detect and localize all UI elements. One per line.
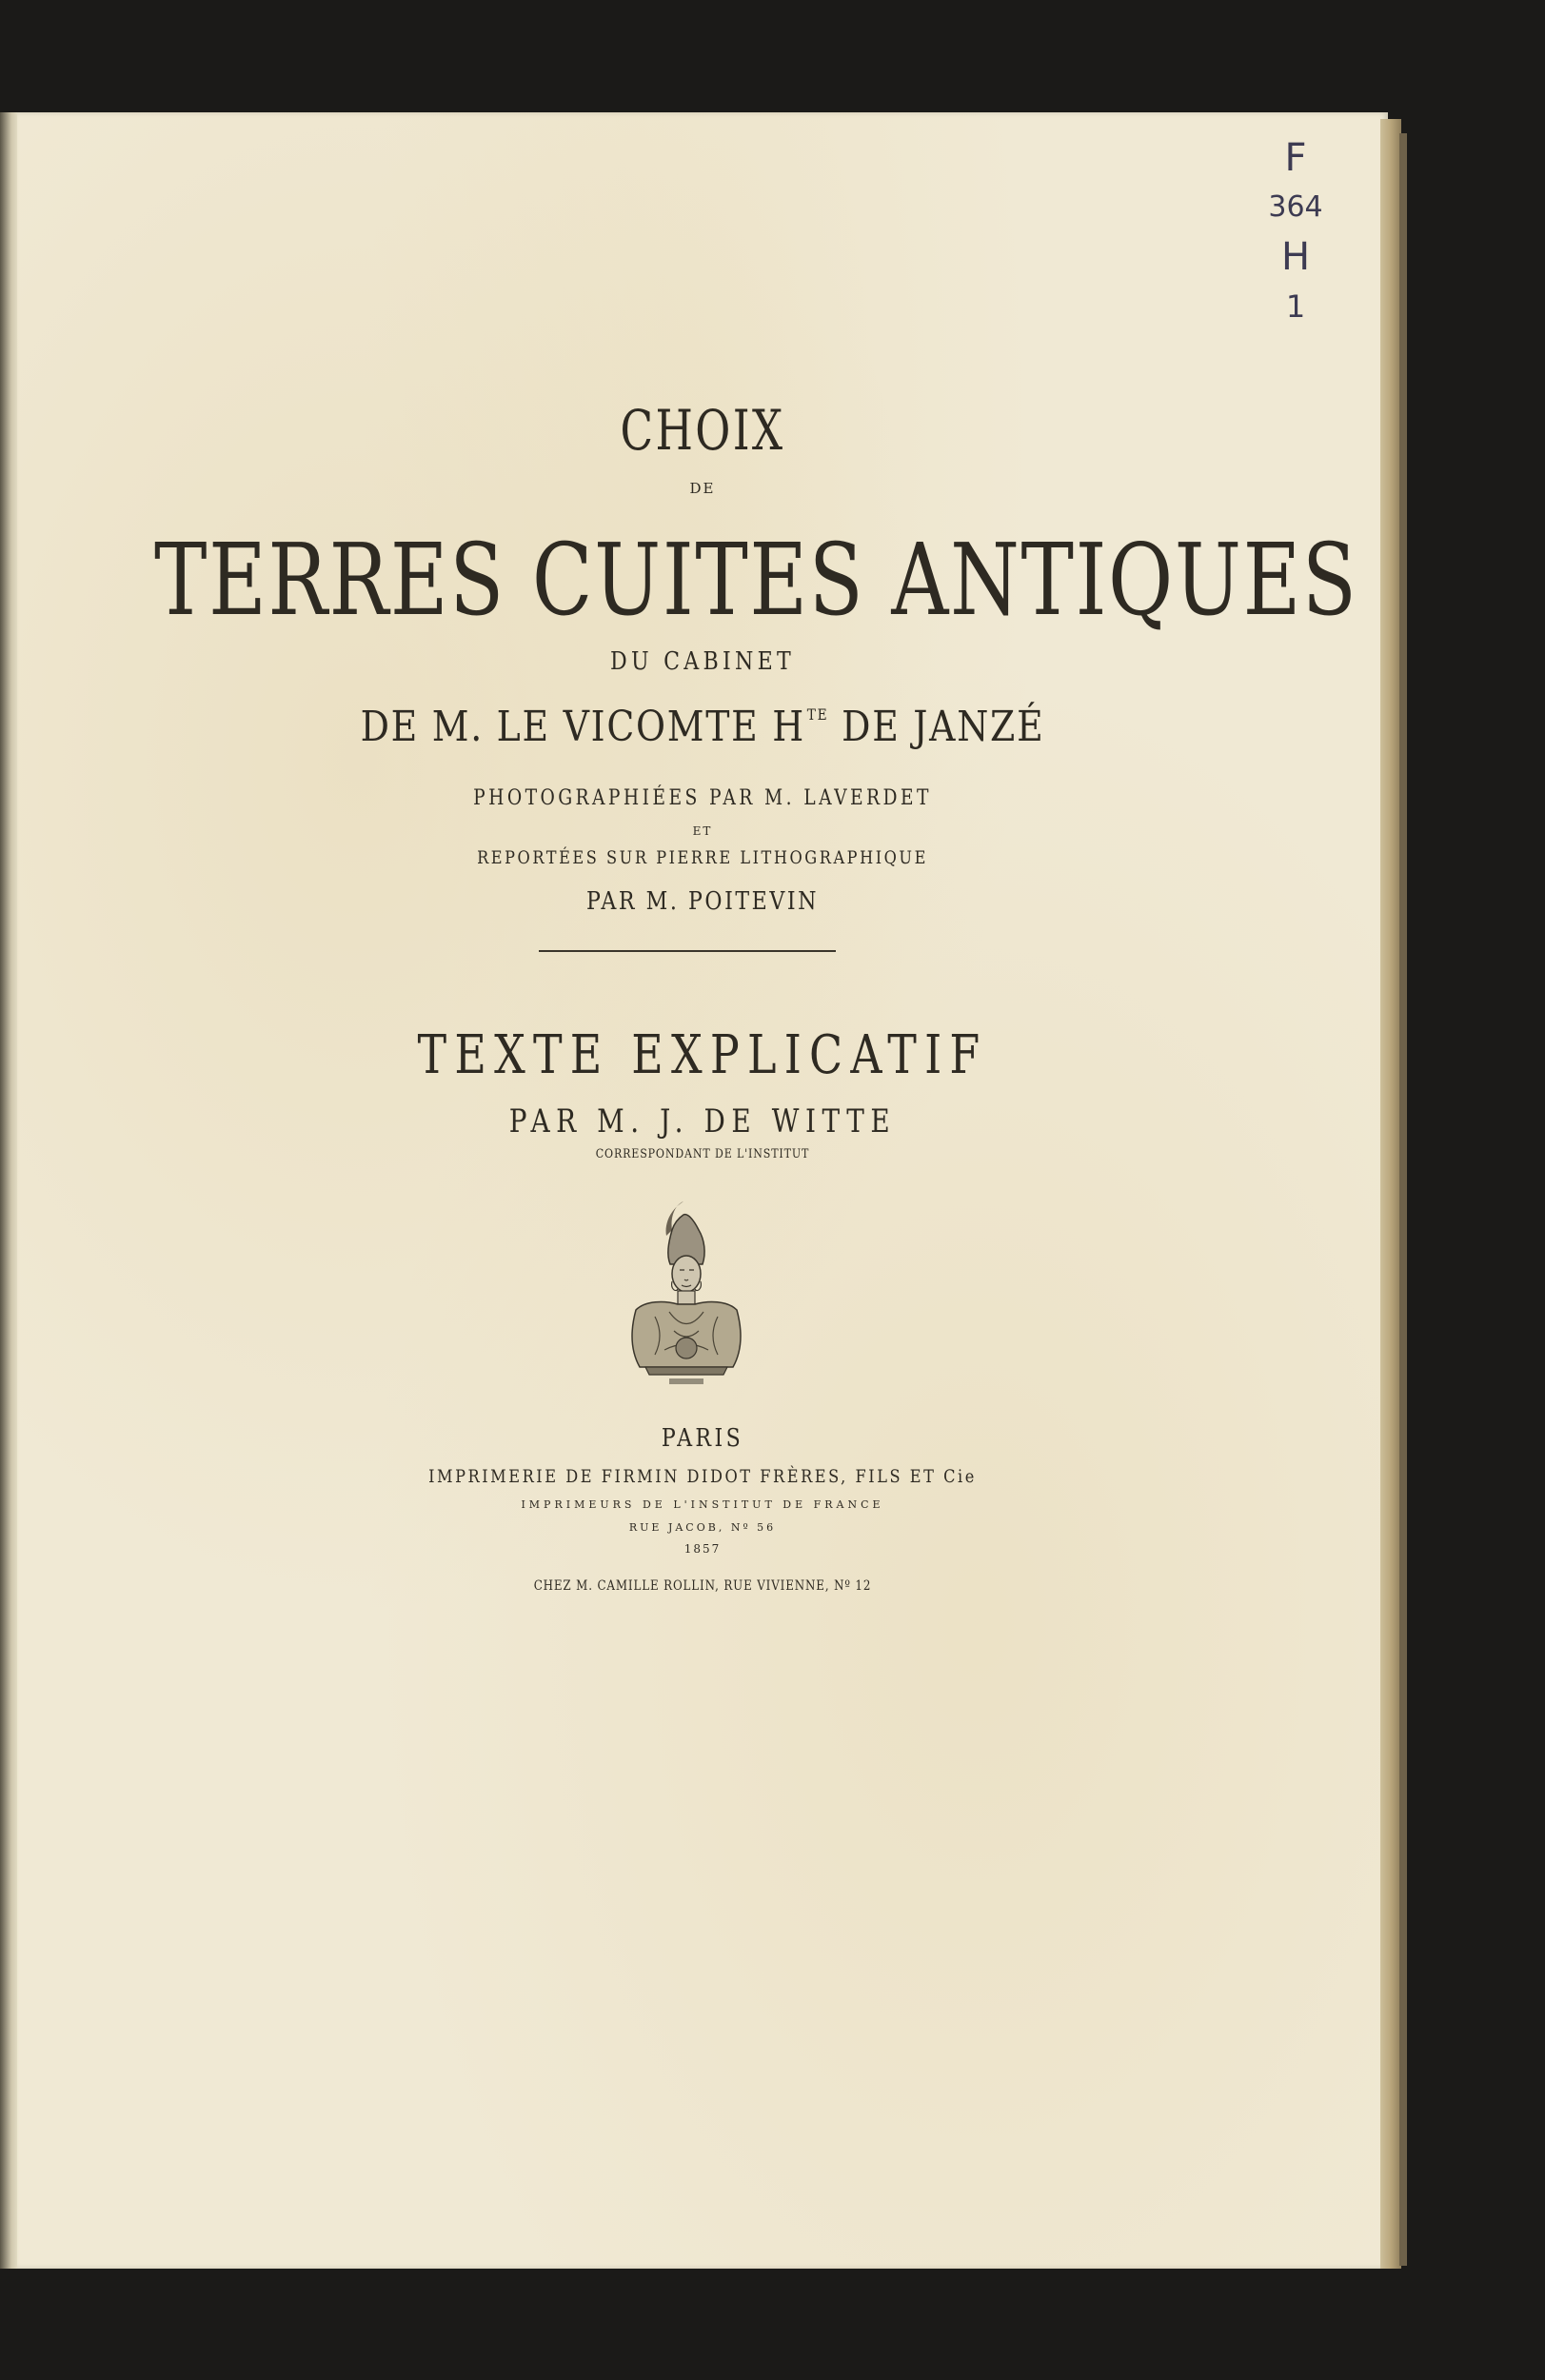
title-page [17, 112, 1388, 2269]
right-page-edges [1380, 119, 1401, 2269]
left-page-edge [0, 112, 19, 2269]
shelfmark-line: F [1284, 136, 1307, 180]
main-title: TERRES CUITES ANTIQUES [154, 522, 1358, 638]
seller: CHEZ M. CAMILLE ROLLIN, RUE VIVIENNE, Nº 12 [533, 1578, 872, 1594]
shelfmark-line: H [1280, 235, 1311, 279]
shelfmark-line: 1 [1285, 288, 1306, 325]
title-choix: CHOIX [620, 398, 785, 463]
conjunction-et: ET [692, 824, 713, 838]
owner-superscript: TE [806, 705, 829, 724]
by-poitevin: PAR M. POITEVIN [585, 887, 820, 916]
owner-line [113, 703, 1292, 751]
photographed-by: PHOTOGRAPHIÉES PAR M. LAVERDET [473, 786, 932, 810]
bust-of-athena-illustration [617, 1198, 755, 1393]
author-role: CORRESPONDANT DE L'INSTITUT [595, 1147, 810, 1161]
shelfmark-line: 364 [1268, 190, 1323, 224]
imprint-city: PARIS [661, 1424, 744, 1453]
printer: IMPRIMERIE DE FIRMIN DIDOT FRÈRES, FILS ET Cie [428, 1466, 977, 1487]
divider-rule [539, 950, 836, 952]
owner-suffix: DE JANZÉ [842, 703, 1045, 751]
author-line: PAR M. J. DE WITTE [508, 1102, 897, 1140]
printer-address: RUE JACOB, Nº 56 [628, 1521, 777, 1534]
reported-on-stone: REPORTÉES SUR PIERRE LITHOGRAPHIQUE [477, 847, 928, 868]
publication-year: 1857 [683, 1542, 722, 1556]
shelfmark-annotation [1253, 133, 1338, 331]
owner-prefix: DE M. LE VICOMTE H [360, 703, 805, 751]
printer-role: IMPRIMEURS DE L'INSTITUT DE FRANCE [521, 1498, 884, 1511]
binding-edge [1399, 133, 1407, 2266]
title-de: DE [689, 480, 716, 497]
du-cabinet: DU CABINET [610, 647, 795, 676]
subtitle: TEXTE EXPLICATIF [417, 1024, 988, 1086]
